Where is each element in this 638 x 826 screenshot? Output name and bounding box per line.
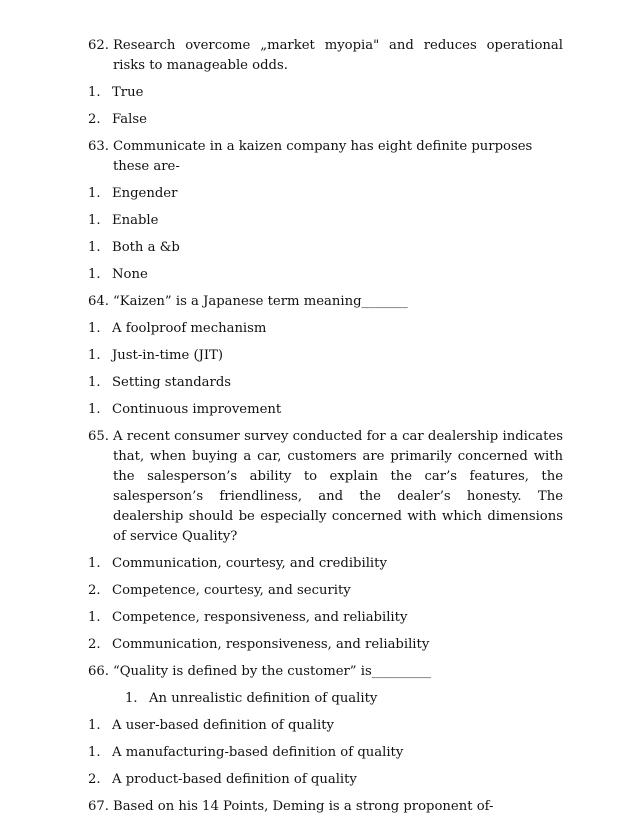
option-number: 1.: [88, 267, 101, 282]
answer-option: [88, 265, 563, 285]
question-number: 64.: [88, 294, 109, 309]
answer-option: [88, 581, 563, 601]
answer-option: [88, 110, 563, 130]
option-text: Both a &b: [112, 240, 180, 255]
answer-option: [88, 635, 563, 655]
option-number: 1.: [125, 691, 138, 706]
question-number: 63.: [88, 139, 109, 154]
option-text: A user-based definition of quality: [112, 718, 334, 733]
option-number: 2.: [88, 772, 101, 787]
option-number: 1.: [88, 610, 101, 625]
answer-option: [88, 238, 563, 258]
answer-option: [88, 554, 563, 574]
question-item: [88, 662, 563, 682]
option-number: 1.: [88, 402, 101, 417]
question-text: Communicate in a kaizen company has eight definite purposes these are-: [113, 139, 533, 174]
option-text: An unrealistic definition of quality: [149, 691, 378, 706]
question-text: Based on his 14 Points, Deming is a strong proponent of-: [113, 799, 494, 814]
option-number: 1.: [88, 213, 101, 228]
question-number: 65.: [88, 429, 109, 444]
answer-option: [88, 319, 563, 339]
option-text: Continuous improvement: [112, 402, 282, 417]
option-text: False: [112, 112, 147, 127]
question-item: [88, 427, 563, 547]
option-text: Competence, courtesy, and security: [112, 583, 351, 598]
answer-option: [88, 743, 563, 763]
option-text: A product-based definition of quality: [112, 772, 357, 787]
option-text: Engender: [112, 186, 178, 201]
question-item: [88, 36, 563, 76]
answer-option: [88, 689, 563, 709]
option-number: 1.: [88, 718, 101, 733]
question-item: [88, 292, 563, 312]
question-text: “Kaizen” is a Japanese term meaning_______: [113, 294, 408, 309]
answer-option: [88, 346, 563, 366]
answer-option: [88, 400, 563, 420]
answer-option: [88, 83, 563, 103]
option-text: Just-in-time (JIT): [112, 348, 224, 363]
option-number: 1.: [88, 186, 101, 201]
answer-option: [88, 608, 563, 628]
option-number: 2.: [88, 112, 101, 127]
question-number: 62.: [88, 38, 109, 53]
option-number: 1.: [88, 321, 101, 336]
question-item: [88, 137, 563, 177]
option-text: A foolproof mechanism: [112, 321, 267, 336]
option-number: 1.: [88, 348, 101, 363]
answer-option: [88, 770, 563, 790]
answer-option: [88, 184, 563, 204]
option-text: Communication, responsiveness, and reliability: [112, 637, 430, 652]
option-text: Competence, responsiveness, and reliability: [112, 610, 408, 625]
option-number: 1.: [88, 745, 101, 760]
option-text: Communication, courtesy, and credibility: [112, 556, 387, 571]
option-text: None: [112, 267, 148, 282]
option-number: 1.: [88, 85, 101, 100]
option-text: True: [112, 85, 144, 100]
answer-option: [88, 716, 563, 736]
option-text: A manufacturing-based definition of quality: [112, 745, 404, 760]
option-number: 2.: [88, 637, 101, 652]
question-text: Research overcome „market myopia" and reduces operational risks to manageable odds.: [113, 38, 563, 73]
option-text: Setting standards: [112, 375, 232, 390]
question-item: [88, 797, 563, 817]
option-number: 2.: [88, 583, 101, 598]
question-number: 67.: [88, 799, 109, 814]
option-number: 1.: [88, 240, 101, 255]
question-text: “Quality is defined by the customer” is_________: [113, 664, 432, 679]
question-number: 66.: [88, 664, 109, 679]
option-text: Enable: [112, 213, 159, 228]
option-number: 1.: [88, 556, 101, 571]
answer-option: [88, 373, 563, 393]
option-number: 1.: [88, 375, 101, 390]
answer-option: [88, 211, 563, 231]
question-text: A recent consumer survey conducted for a car dealership indicates that, when buying a car, customers are primarily concerned with the salesperson’s ability to explain the car’s features, the salesperson’s friendliness, and the dealer’s honesty. The dealership should be especially concerned with which dimensions of service Quality?: [113, 429, 563, 544]
